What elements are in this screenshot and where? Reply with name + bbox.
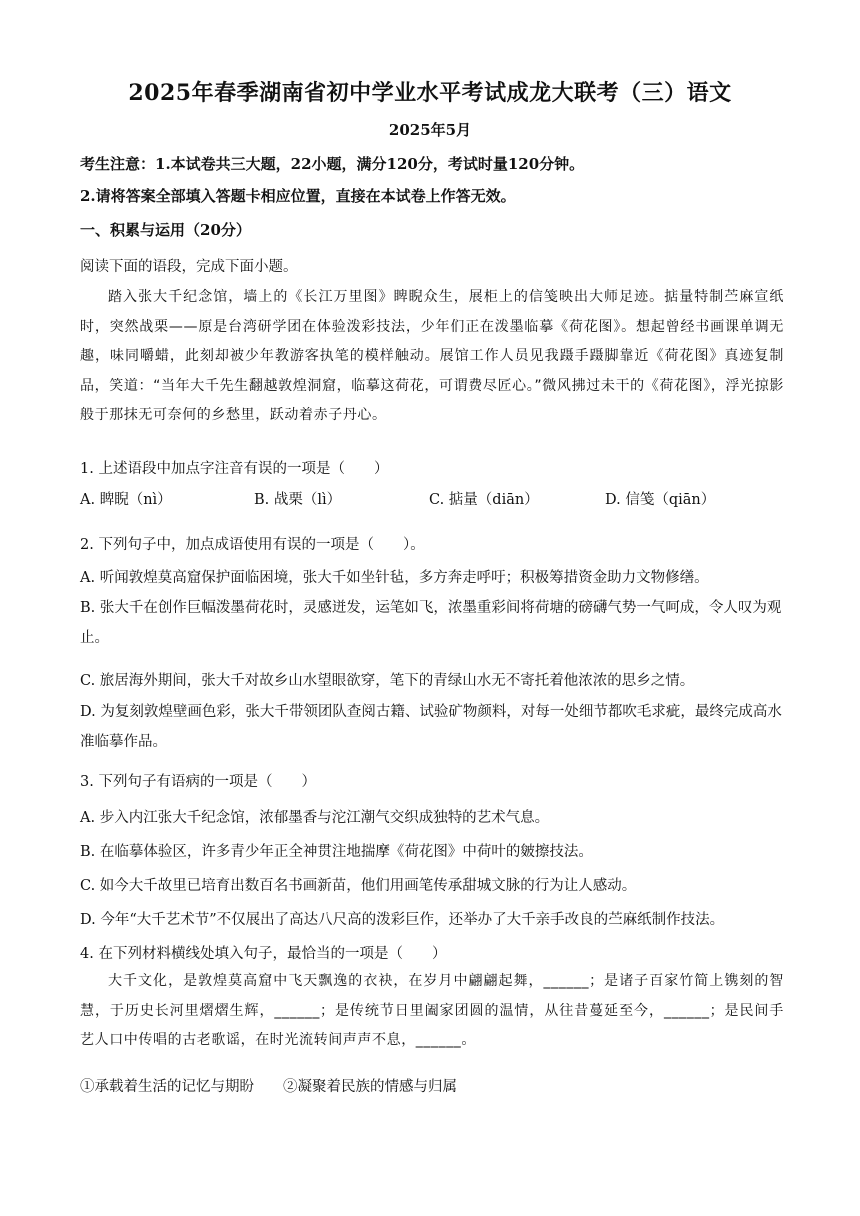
question-2-option-d: D. 为复刻敦煌壁画色彩，张大千带领团队查阅古籍、试验矿物颜料，对每一处细节都吹毛求疵，最终完成高水准临摹作品。 <box>80 704 782 750</box>
question-1-stem: 1. 上述语段中加点字注音有误的一项是（ ） <box>80 461 389 477</box>
notice-line-1: 考生注意：1.本试卷共三大题，22小题，满分120分，考试时量120分钟。 <box>80 155 585 173</box>
question-3-stem: 3. 下列句子有语病的一项是（ ） <box>80 774 316 790</box>
question-1-option-a: A. 睥睨（nì） <box>80 492 172 508</box>
question-2-option-a: A. 听闻敦煌莫高窟保护面临困境，张大千如坐针毡，多方奔走呼吁；积极筹措资金助力文物修缮。 <box>80 570 709 586</box>
question-4-passage: 大千文化，是敦煌莫高窟中飞天飘逸的衣袂，在岁月中翩翩起舞，______；是诸子百家竹简上镌刻的智慧，于历史长河里熠熠生辉，______；是传统节日里阖家团圆的温情，从往昔蔓延至今，______；是民间手艺人口中传唱的古老歌谣，在时光流转间声声不息，______。 <box>80 973 784 1048</box>
question-4-stem: 4. 在下列材料横线处填入句子，最恰当的一项是（ ） <box>80 946 447 962</box>
question-1-option-c: C. 掂量（diān） <box>429 492 539 508</box>
exam-date: 2025年5月 <box>388 121 472 139</box>
section-1-title: 一、积累与运用（20分） <box>80 221 251 239</box>
question-3-option-a: A. 步入内江张大千纪念馆，浓郁墨香与沱江潮气交织成独特的艺术气息。 <box>80 810 550 826</box>
question-4-choices: ①承载着生活的记忆与期盼 ②凝聚着民族的情感与归属 <box>80 1079 457 1095</box>
question-2-option-c: C. 旅居海外期间，张大千对故乡山水望眼欲穿，笔下的青绿山水无不寄托着他浓浓的思乡之情。 <box>80 673 695 689</box>
notice-line-2: 2.请将答案全部填入答题卡相应位置，直接在本试卷上作答无效。 <box>80 187 516 205</box>
question-3-option-c: C. 如今大千故里已培育出数百名书画新苗，他们用画笔传承甜城文脉的行为让人感动。 <box>80 878 637 894</box>
question-3-option-b: B. 在临摹体验区，许多青少年正全神贯注地揣摩《荷花图》中荷叶的皴擦技法。 <box>80 844 593 860</box>
question-1-option-b: B. 战栗（lì） <box>254 492 342 508</box>
question-2-stem: 2. 下列句子中，加点成语使用有误的一项是（ ）。 <box>80 537 425 553</box>
reading-instruction: 阅读下面的语段，完成下面小题。 <box>80 259 298 275</box>
question-1-option-d: D. 信笺（qiān） <box>605 492 716 508</box>
question-3-option-d: D. 今年“大千艺术节”不仅展出了高达八尺高的泼彩巨作，还举办了大千亲手改良的苎麻纸制作技法。 <box>80 912 725 928</box>
question-2-option-b: B. 张大千在创作巨幅泼墨荷花时，灵感迸发，运笔如飞，浓墨重彩间将荷塘的磅礴气势一气呵成，令人叹为观止。 <box>80 600 782 646</box>
reading-passage: 踏入张大千纪念馆，墙上的《长江万里图》睥睨众生，展柜上的信笺映出大师足迹。掂量特制苎麻宣纸时，突然战栗——原是台湾研学团在体验泼彩技法，少年们正在泼墨临摹《荷花图》。想起曾经书画课单调无趣，味同嚼蜡，此刻却被少年教游客执笔的模样触动。展馆工作人员见我蹑手蹑脚靠近《荷花图》真迹复制品，笑道：“当年大千先生翻越敦煌洞窟，临摹这荷花，可谓费尽匠心。”微风拂过未干的《荷花图》，浮光掠影般于那抹无可奈何的乡愁里，跃动着赤子丹心。 <box>80 289 784 423</box>
exam-title: 2025年春季湖南省初中学业水平考试成龙大联考（三）语文 <box>128 80 732 106</box>
